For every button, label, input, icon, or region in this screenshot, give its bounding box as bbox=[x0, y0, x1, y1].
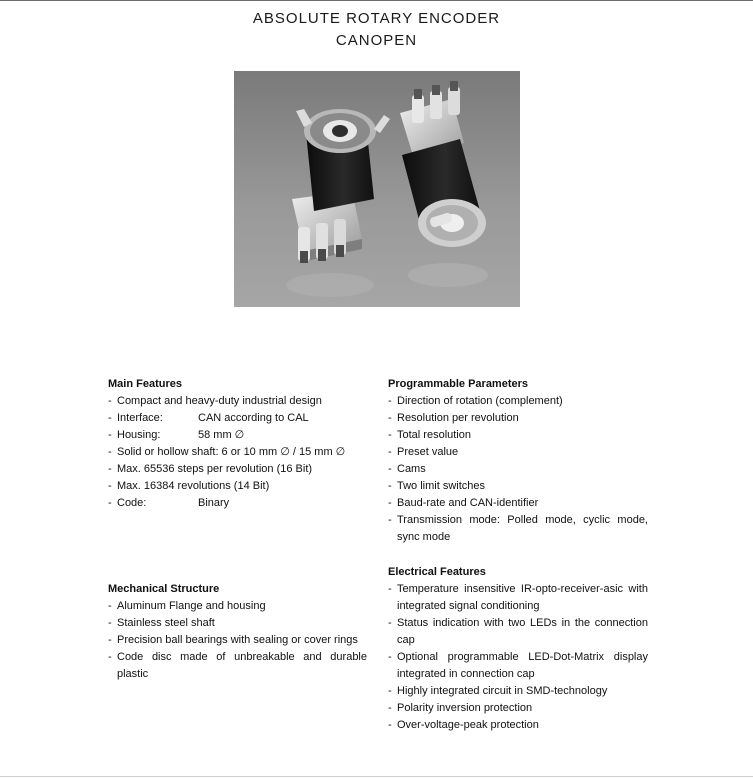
spec-value: Binary bbox=[198, 497, 230, 509]
list-item bbox=[108, 461, 367, 478]
list-item: - Preset value bbox=[388, 444, 648, 461]
page-title: ABSOLUTE ROTARY ENCODER bbox=[252, 10, 501, 27]
list-item-text: Compact and heavy-duty industrial design bbox=[117, 395, 322, 407]
list-item: - Highly integrated circuit in SMD-technology bbox=[388, 683, 648, 700]
list-item bbox=[108, 427, 367, 444]
list-item: - Direction of rotation (complement) bbox=[388, 393, 648, 410]
encoder-photo-illustration bbox=[234, 71, 520, 307]
main-features-list bbox=[108, 393, 367, 512]
list-item: - Two limit switches bbox=[388, 478, 648, 495]
spec-key: Interface: bbox=[117, 412, 163, 424]
list-item bbox=[108, 393, 367, 410]
programmable-parameters-section bbox=[388, 376, 648, 546]
electrical-features-section bbox=[388, 564, 648, 734]
list-item: - Stainless steel shaft bbox=[108, 615, 367, 632]
electrical-features-list bbox=[388, 581, 648, 734]
list-item: - Code disc made of unbreakable and durable plastic bbox=[108, 649, 367, 683]
list-item-text: Solid or hollow shaft: 6 or 10 mm ∅ / 15 mm ∅ bbox=[117, 446, 346, 458]
spec-value: 58 mm ∅ bbox=[198, 429, 245, 441]
list-item bbox=[108, 478, 367, 495]
list-item: - Over-voltage-peak protection bbox=[388, 717, 648, 734]
list-item bbox=[108, 495, 367, 512]
list-item: - Transmission mode: Polled mode, cyclic mode, sync mode bbox=[388, 512, 648, 546]
mechanical-structure-heading: Mechanical Structure bbox=[108, 583, 220, 595]
list-item: - Status indication with two LEDs in the connection cap bbox=[388, 615, 648, 649]
mechanical-structure-list bbox=[108, 598, 367, 683]
list-item: - Precision ball bearings with sealing or cover rings bbox=[108, 632, 367, 649]
list-item: - Baud-rate and CAN-identifier bbox=[388, 495, 648, 512]
list-item: - Temperature insensitive IR-opto-receiver-asic with integrated signal conditioning bbox=[388, 581, 648, 615]
mechanical-structure-section bbox=[108, 581, 367, 683]
list-item: - Polarity inversion protection bbox=[388, 700, 648, 717]
top-rule bbox=[0, 0, 753, 1]
list-item-text: Max. 16384 revolutions (14 Bit) bbox=[117, 480, 270, 492]
list-item bbox=[108, 444, 367, 461]
main-features-section bbox=[108, 376, 367, 512]
list-item: - Cams bbox=[388, 461, 648, 478]
list-item: - Aluminum Flange and housing bbox=[108, 598, 367, 615]
bottom-rule bbox=[0, 776, 753, 777]
list-item: - Total resolution bbox=[388, 427, 648, 444]
list-item-text: Max. 65536 steps per revolution (16 Bit) bbox=[117, 463, 313, 475]
list-item: - Optional programmable LED-Dot-Matrix display integrated in connection cap bbox=[388, 649, 648, 683]
page-subtitle: CANOPEN bbox=[335, 32, 418, 49]
programmable-parameters-list bbox=[388, 393, 648, 546]
electrical-features-heading: Electrical Features bbox=[388, 566, 486, 578]
list-item: - Resolution per revolution bbox=[388, 410, 648, 427]
spec-value: CAN according to CAL bbox=[198, 412, 309, 424]
spec-key: Housing: bbox=[117, 429, 161, 441]
programmable-parameters-heading: Programmable Parameters bbox=[388, 378, 529, 390]
list-item bbox=[108, 410, 367, 427]
spec-key: Code: bbox=[117, 497, 147, 509]
product-photo bbox=[234, 71, 520, 307]
main-features-heading: Main Features bbox=[108, 378, 182, 390]
